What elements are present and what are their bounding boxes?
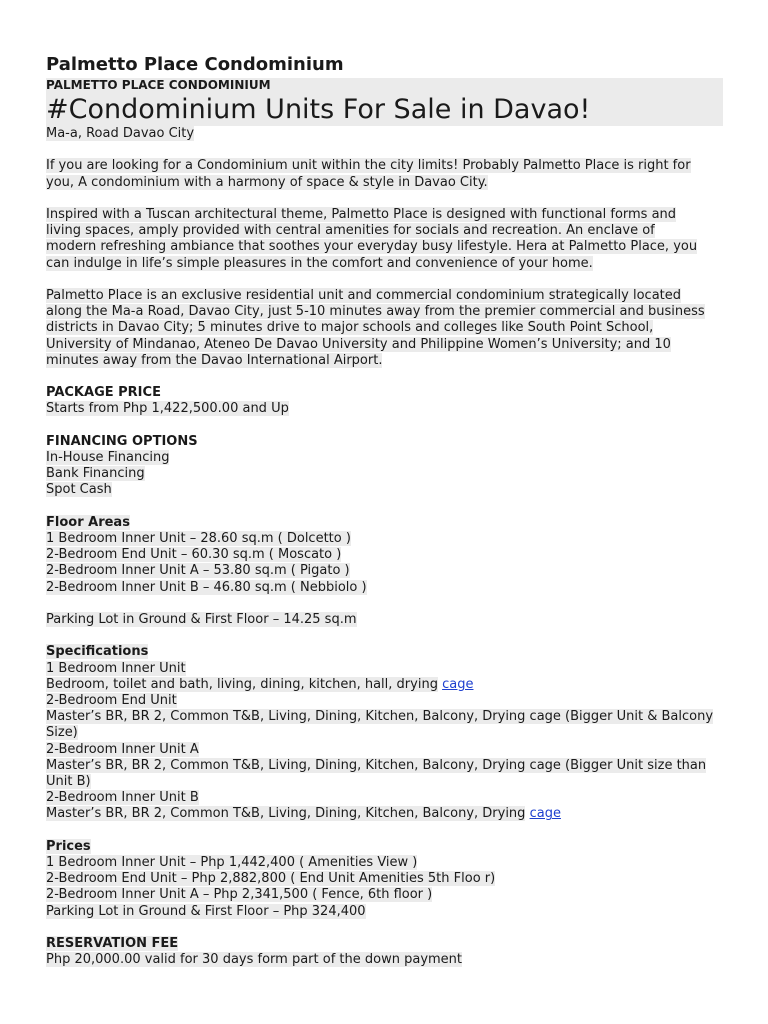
parking-area: Parking Lot in Ground & First Floor – 14.25 sq.m [46, 611, 357, 627]
floor-area-item: 2-Bedroom Inner Unit B – 46.80 sq.m ( Nebbiolo ) [46, 579, 367, 595]
financing-item: Bank Financing [46, 466, 145, 482]
package-price-heading: PACKAGE PRICE [46, 385, 161, 401]
reservation-text: Php 20,000.00 valid for 30 days form part of the down payment [46, 952, 463, 968]
specifications-heading: Specifications [46, 644, 149, 660]
floor-area-item: 2-Bedroom Inner Unit A – 53.80 sq.m ( Pigato ) [46, 563, 350, 579]
paragraph-line: along the Ma-a Road, Davao City, just 5-10 minutes away from the premier commercial and business [46, 304, 705, 320]
spec-unit-name: 2-Bedroom Inner Unit A [46, 741, 199, 757]
paragraph-line: districts in Davao City; 5 minutes drive to major schools and colleges like South Point School, [46, 320, 654, 336]
financing-heading: FINANCING OPTIONS [46, 433, 198, 449]
cage-link[interactable]: cage [529, 806, 561, 822]
header-subhead: PALMETTO PLACE CONDOMINIUM [46, 78, 271, 92]
spec-unit-name: 1 Bedroom Inner Unit [46, 660, 186, 676]
paragraph-line: can indulge in life’s simple pleasures in the comfort and convenience of your home. [46, 255, 593, 271]
spec-unit-desc: Bedroom, toilet and bath, living, dining, kitchen, hall, drying [46, 676, 438, 692]
spec-unit-name: 2-Bedroom End Unit [46, 692, 177, 708]
prices-section [46, 839, 728, 920]
floor-area-item: 2-Bedroom End Unit – 60.30 sq.m ( Moscato ) [46, 547, 342, 563]
price-item: 1 Bedroom Inner Unit – Php 1,442,400 ( Amenities View ) [46, 855, 418, 870]
reservation-section [46, 936, 728, 968]
paragraph-line: Palmetto Place is an exclusive residential unit and commercial condominium strategically located [46, 287, 682, 303]
floor-areas-heading: Floor Areas [46, 514, 130, 530]
paragraph-line: University of Mindanao, Ateneo De Davao University and Philippine Women’s University; and 10 [46, 336, 671, 352]
floor-area-item: 1 Bedroom Inner Unit – 28.60 sq.m ( Dolcetto ) [46, 530, 351, 546]
cage-link[interactable]: cage [442, 676, 474, 692]
specifications-section [46, 644, 728, 822]
price-item: 2-Bedroom End Unit – Php 2,882,800 ( End Unit Amenities 5th Floo r) [46, 871, 496, 887]
address: Ma-a, Road Davao City [46, 126, 195, 141]
spec-unit-desc: Size) [46, 725, 78, 741]
price-item: Parking Lot in Ground & First Floor – Php 324,400 [46, 903, 366, 919]
spec-unit-desc: Master’s BR, BR 2, Common T&B, Living, Dining, Kitchen, Balcony, Drying [46, 806, 526, 822]
paragraph-line: minutes away from the Davao International Airport. [46, 352, 383, 368]
intro-paragraph-3 [46, 288, 728, 369]
paragraph-line: If you are looking for a Condominium unit within the city limits! Probably Palmetto Place is right for [46, 158, 691, 174]
header-headline: #Condominium Units For Sale in Davao! [46, 94, 591, 125]
spec-unit-desc: Master’s BR, BR 2, Common T&B, Living, Dining, Kitchen, Balcony, Drying cage (Bigger Unit size than [46, 757, 707, 773]
prices-heading: Prices [46, 838, 91, 854]
document-title: Palmetto Place Condominium [46, 54, 344, 75]
paragraph-line: Inspired with a Tuscan architectural theme, Palmetto Place is designed with functional forms and [46, 206, 677, 222]
paragraph-line: living spaces, amply provided with central amenities for socials and recreation. An enclave of [46, 223, 655, 239]
spec-unit-desc: Master’s BR, BR 2, Common T&B, Living, Dining, Kitchen, Balcony, Drying cage (Bigger Unit & Balcony [46, 709, 714, 725]
header-block [46, 78, 723, 126]
financing-item: Spot Cash [46, 482, 112, 498]
spec-unit-desc: Unit B) [46, 774, 91, 789]
financing-item: In-House Financing [46, 449, 170, 465]
price-item: 2-Bedroom Inner Unit A – Php 2,341,500 ( Fence, 6th floor ) [46, 887, 433, 903]
spec-unit-name: 2-Bedroom Inner Unit B [46, 790, 199, 806]
intro-paragraph-2 [46, 207, 728, 272]
financing-section [46, 434, 728, 499]
floor-areas-section [46, 515, 728, 628]
paragraph-line: you, A condominium with a harmony of space & style in Davao City. [46, 174, 488, 190]
paragraph-line: modern refreshing ambiance that soothes your everyday busy lifestyle. Hera at Palmetto Place, you [46, 239, 698, 255]
package-price-section [46, 385, 728, 417]
reservation-heading: RESERVATION FEE [46, 936, 179, 951]
intro-paragraph-1 [46, 158, 728, 190]
package-price-text: Starts from Php 1,422,500.00 and Up [46, 401, 289, 417]
